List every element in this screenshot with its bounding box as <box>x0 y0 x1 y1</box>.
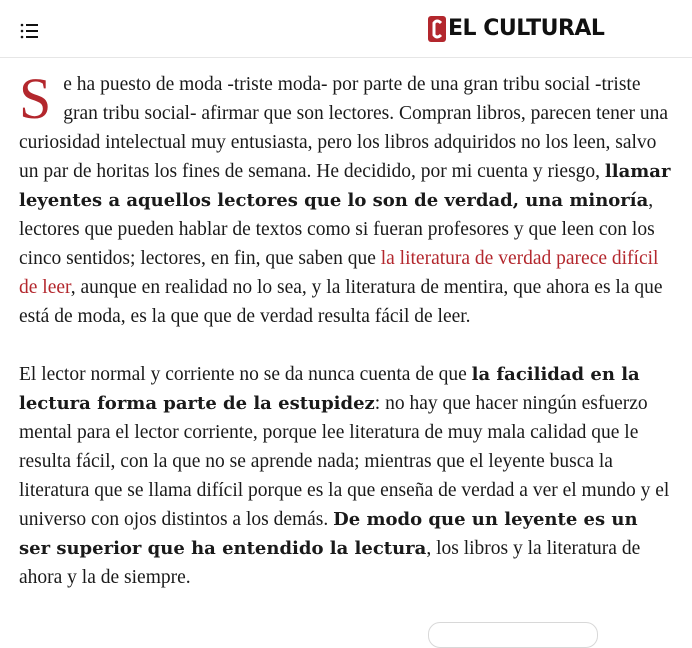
article-body <box>19 66 671 592</box>
article-paragraph <box>19 360 671 592</box>
el-cultural-logo[interactable] <box>428 14 604 44</box>
top-navigation-bar <box>0 0 692 58</box>
article-paragraph <box>19 66 671 331</box>
paragraph-text: e ha puesto de moda -triste moda- por parte de una gran tribu social -triste gran tribu social- afirmar que son lectores. Compran libros, parecen tener una curiosidad intelectual muy entusiasta, pero los libros adquiridos no los leen, salvo un par de horitas los fines de semana. He decidido, por mi cuenta y riesgo, <box>19 74 669 182</box>
paragraph-text: : no hay que hacer ningún esfuerzo mental para el lector corriente, porque lee literatura de muy mala calidad que le resulta fácil, con la que no se aprende nada; mientras que el leyente busca la literatura que se llama difícil porque es la que enseña de verdad a ver el mundo y el universo con ojos distintos a los demás. <box>19 393 670 530</box>
menu-list-icon[interactable] <box>20 22 40 40</box>
floating-share-bar[interactable] <box>428 622 598 648</box>
paragraph-text: , aunque en realidad no lo sea, y la literatura de mentira, que ahora es la que está de moda, es la que que de verdad resulta fácil de leer. <box>19 277 663 327</box>
logo-c-mark-icon <box>428 16 446 42</box>
paragraph-text: , los libros y la literatura de ahora y la de siempre. <box>19 538 641 588</box>
paragraph-text: El lector normal y corriente no se da nunca cuenta de que <box>19 364 472 385</box>
paragraph-bold-text: De modo que un leyente es un ser superior que ha entendido la lectura <box>19 509 638 559</box>
logo-text: EL CULTURAL <box>448 16 605 41</box>
paragraph-bold-text: la facilidad en la lectura forma parte de la estupidez <box>19 364 640 414</box>
paragraph-bold-text: llamar leyentes a aquellos lectores que lo son de verdad, una minoría <box>19 161 671 211</box>
article-inline-link[interactable]: la literatura de verdad parece difícil de leer <box>19 248 659 298</box>
paragraph-text: , lectores que pueden hablar de textos como si fueran profesores y que leen con los cinco sentidos; lectores, en fin, que saben que <box>19 190 655 269</box>
drop-cap: S <box>19 66 52 131</box>
